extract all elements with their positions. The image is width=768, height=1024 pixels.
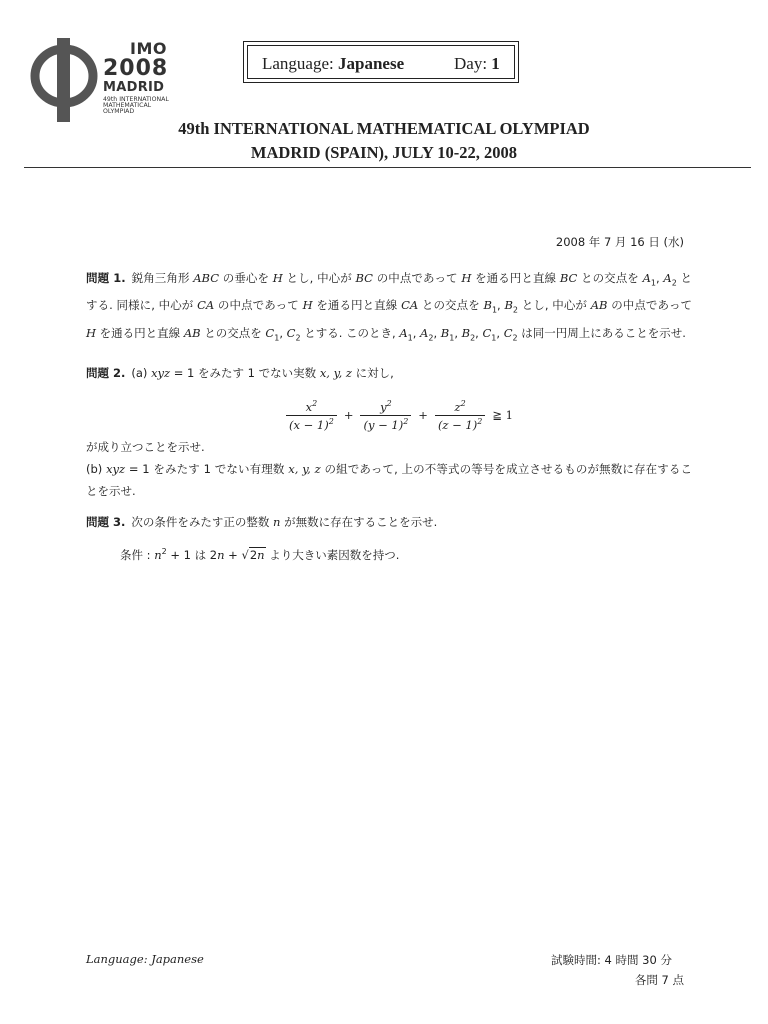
day-value: 1 <box>491 54 500 73</box>
language-value: Japanese <box>338 54 405 73</box>
problem-1: 問題 1. 鋭角三角形 ABC の垂心を H とし, 中心が BC の中点であって H を通る円と直線 BC との交点を $A_1$, $A_2$ とする. 同様に, 中心が CA の中点であって H を通る円と直線 CA との交点を $B_1$, $B_2$ とし, 中心が AB の中点であって H を通る円と直線 AB との交点を $C_1$, $C_2$ とする. このとき, $A_1$, $A_2$, $B_1$, $B_2$, $C_1$, $C_2$ は同一円周上にあることを示せ. <box>86 271 693 342</box>
olympiad-title: 49th INTERNATIONAL MATHEMATICAL OLYMPIAD <box>178 119 590 138</box>
problem-3-label: 問題 3. <box>86 515 126 529</box>
imo-logo <box>30 38 190 122</box>
fraction-z: $\frac{z^2}{(z - 1)^2}$ <box>435 399 485 432</box>
logo-year <box>103 52 168 82</box>
problem-2-label: 問題 2. <box>86 366 126 380</box>
problem-3-condition: 条件 : $n^2 + 1$ は 2n + √2n より大きい素因数を持つ. <box>120 547 400 562</box>
logo-line2: MATHEMATICAL <box>103 102 152 109</box>
day-prefix: Day: <box>454 54 488 73</box>
footer-exam-time: 試験時間: 4 時間 30 分 <box>551 953 672 967</box>
phi-logo-icon <box>30 38 102 122</box>
footer-language: Language: Japanese <box>86 952 204 966</box>
logo-year-text: 2008 <box>103 56 169 81</box>
header-divider <box>24 167 751 168</box>
language-day-box-inner <box>247 45 515 79</box>
language-prefix: Language: <box>262 54 334 73</box>
problem-2-intro: 問題 2. (a) xyz = 1 をみたす 1 でない実数 x, y, z に対し, <box>86 366 394 380</box>
problem-1-label: 問題 1. <box>86 271 126 285</box>
logo-city: MADRID <box>103 80 165 95</box>
logo-line1: 49th INTERNATIONAL <box>103 96 169 103</box>
day-label <box>454 54 500 74</box>
logo-imo-text: IMO <box>130 39 167 58</box>
olympiad-location: MADRID (SPAIN), JULY 10-22, 2008 <box>250 143 518 162</box>
footer-points: 各問 7 点 <box>634 973 684 987</box>
exam-date: 2008 年 7 月 16 日 (水) <box>555 235 684 249</box>
language-day-box <box>243 41 519 83</box>
fraction-y: $\frac{y^2}{(y - 1)^2}$ <box>360 399 411 432</box>
inequality-formula: $\frac{x^2}{(x - 1)^2}$ + $\frac{y^2}{(y - 1)^2}$ + $\frac{z^2}{(z - 1)^2}$ ≧ 1 <box>282 395 516 435</box>
language-label <box>262 54 404 74</box>
fraction-x: $\frac{x^2}{(x - 1)^2}$ <box>286 399 337 432</box>
problem-3: 問題 3. 次の条件をみたす正の整数 n が無数に存在することを示せ. <box>86 515 438 529</box>
problem-2-body: が成り立つことを示せ. (b) xyz = 1 をみたす 1 でない有理数 x, y, z の組であって, 上の不等式の等号を成立させるものが無数に存在することを示せ. <box>86 440 692 498</box>
logo-line3: OLYMPIAD <box>103 108 135 115</box>
